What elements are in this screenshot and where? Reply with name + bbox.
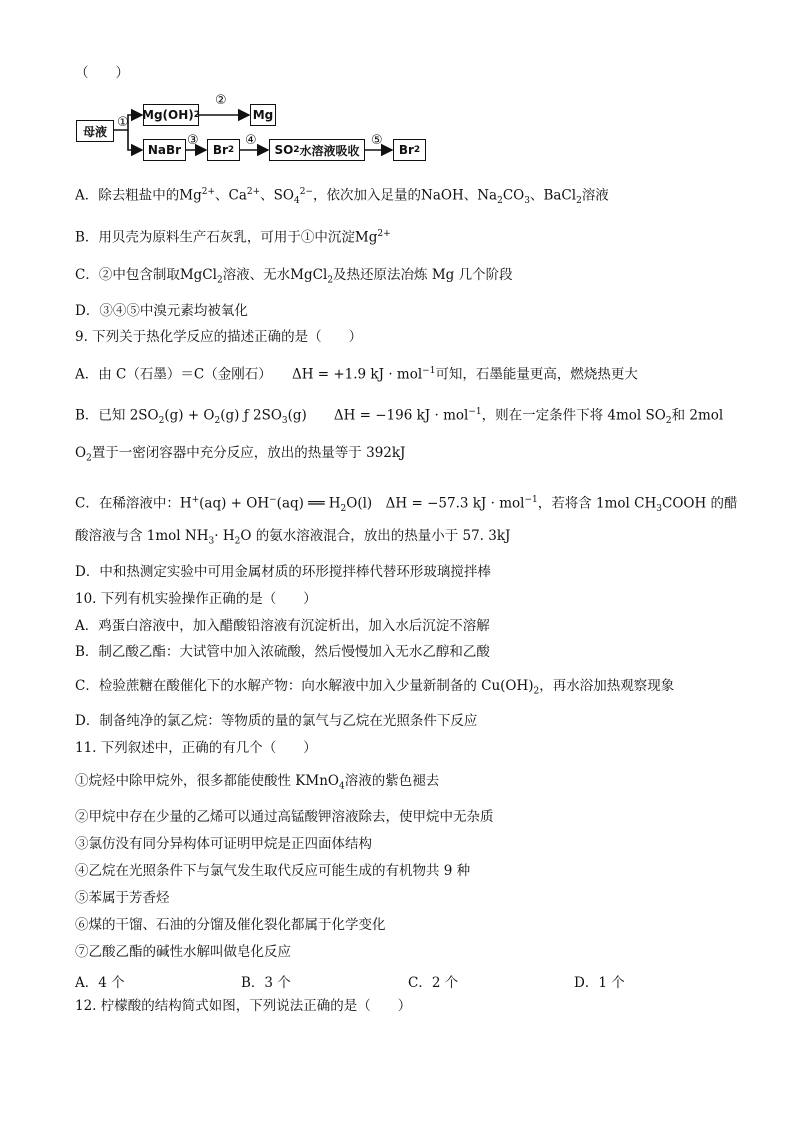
q11-statement-7: ⑦乙酸乙酯的碱性水解叫做皂化反应 <box>75 944 291 960</box>
flow-box-mother-liquor: 母液 <box>76 120 114 142</box>
q9-stem: 9. 下列关于热化学反应的描述正确的是（ ） <box>75 329 363 345</box>
step-2-label: ② <box>215 93 227 108</box>
flow-box-br2-a: Br 2 <box>207 139 240 161</box>
flow-box-so2-absorb: SO 2 水溶液吸收 <box>269 139 365 161</box>
q10-option-d: D．制备纯净的氯乙烷：等物质的量的氯气与乙烷在光照条件下反应 <box>75 713 478 729</box>
q12-stem: 12. 柠檬酸的结构简式如图，下列说法正确的是（ ） <box>75 998 412 1014</box>
q9-option-b-cont: $O_2$置于一密闭容器中充分反应，放出的热量等于 392kJ <box>75 445 406 464</box>
q11-statement-1: ①烷烃中除甲烷外，很多都能使酸性 KMnO$_4$溶液的紫色褪去 <box>75 773 440 792</box>
step-3-label: ③ <box>187 133 199 148</box>
step-1-label: ① <box>117 115 129 130</box>
q10-option-b: B．制乙酸乙酯：大试管中加入浓硫酸，然后慢慢加入无水乙醇和乙酸 <box>75 644 490 660</box>
flow-box-nabr: NaBr <box>143 139 186 161</box>
top-bracket: （ ） <box>75 65 129 81</box>
q8-option-a: A．除去粗盐中的$Mg^{2+}$、$Ca^{2+}$、$SO_4^{2-}$，依次加入足量的NaOH、$Na_2CO_3$、BaCl$_2$溶液 <box>75 187 609 207</box>
q8-option-b: B．用贝壳为原料生产石灰乳，可用于①中沉淀$Mg^{2+}$ <box>75 229 391 246</box>
flow-box-mg: Mg <box>250 104 276 126</box>
q9-option-a: A．由 C（石墨）＝C（金刚石） ΔH = +1.9 kJ · mol$^{-1}$可知，石墨能量更高，燃烧热更大 <box>75 366 638 383</box>
q10-stem: 10. 下列有机实验操作正确的是（ ） <box>75 591 317 607</box>
q8-option-d: D．③④⑤中溴元素均被氧化 <box>75 303 248 319</box>
flow-box-mgoh2: Mg(OH) 2 <box>143 104 199 126</box>
q11-statement-3: ③氯仿没有同分异构体可证明甲烷是正四面体结构 <box>75 836 372 852</box>
flow-box-br2-b: Br 2 <box>393 139 426 161</box>
step-4-label: ④ <box>245 133 257 148</box>
q10-option-a: A．鸡蛋白溶液中，加入醋酸铅溶液有沉淀析出，加入水后沉淀不溶解 <box>75 618 490 634</box>
q11-option-c: C．2 个 <box>408 975 459 991</box>
q9-option-c-cont: 酸溶液与含 1mol $NH_3\cdot H_2O$ 的氨水溶液混合，放出的热量小于 57. 3kJ <box>75 528 511 547</box>
q11-stem: 11. 下列叙述中，正确的有几个（ ） <box>75 740 317 756</box>
q11-option-d: D．1 个 <box>574 975 625 991</box>
step-5-label: ⑤ <box>371 133 383 148</box>
q9-option-b: B．已知 $2SO_2(g) + O_2(g)$ ƒ $2SO_3(g)$ ΔH = −196 kJ · mol$^{-1}$，则在一定条件下将 4mol $SO_2$和 2mol <box>75 407 724 427</box>
q8-option-c: C．②中包含制取MgCl$_2$溶液、无水MgCl$_2$及热还原法冶炼 Mg 几个阶段 <box>75 267 513 286</box>
q9-option-d: D．中和热测定实验中可用金属材质的环形搅拌棒代替环形玻璃搅拌棒 <box>75 564 491 580</box>
q11-option-b: B．3 个 <box>241 975 291 991</box>
q10-option-c: C．检验蔗糖在酸催化下的水解产物：向水解液中加入少量新制备的 $Cu(OH)_2$，再水浴加热观察现象 <box>75 678 675 697</box>
q11-option-a: A．4 个 <box>75 975 125 991</box>
q11-statement-5: ⑤苯属于芳香烃 <box>75 890 170 906</box>
q11-statement-4: ④乙烷在光照条件下与氯气发生取代反应可能生成的有机物共 9 种 <box>75 863 471 879</box>
q11-statement-2: ②甲烷中存在少量的乙烯可以通过高锰酸钾溶液除去，使甲烷中无杂质 <box>75 809 494 825</box>
q11-statement-6: ⑥煤的干馏、石油的分馏及催化裂化都属于化学变化 <box>75 917 386 933</box>
q9-option-c: C．在稀溶液中：H+(aq) + OH−(aq) ══ $H_2O(l)$ ΔH = −57.3 kJ · mol$^{-1}$，若将含 1mol $CH_3COOH$ 的醋 <box>75 495 738 515</box>
